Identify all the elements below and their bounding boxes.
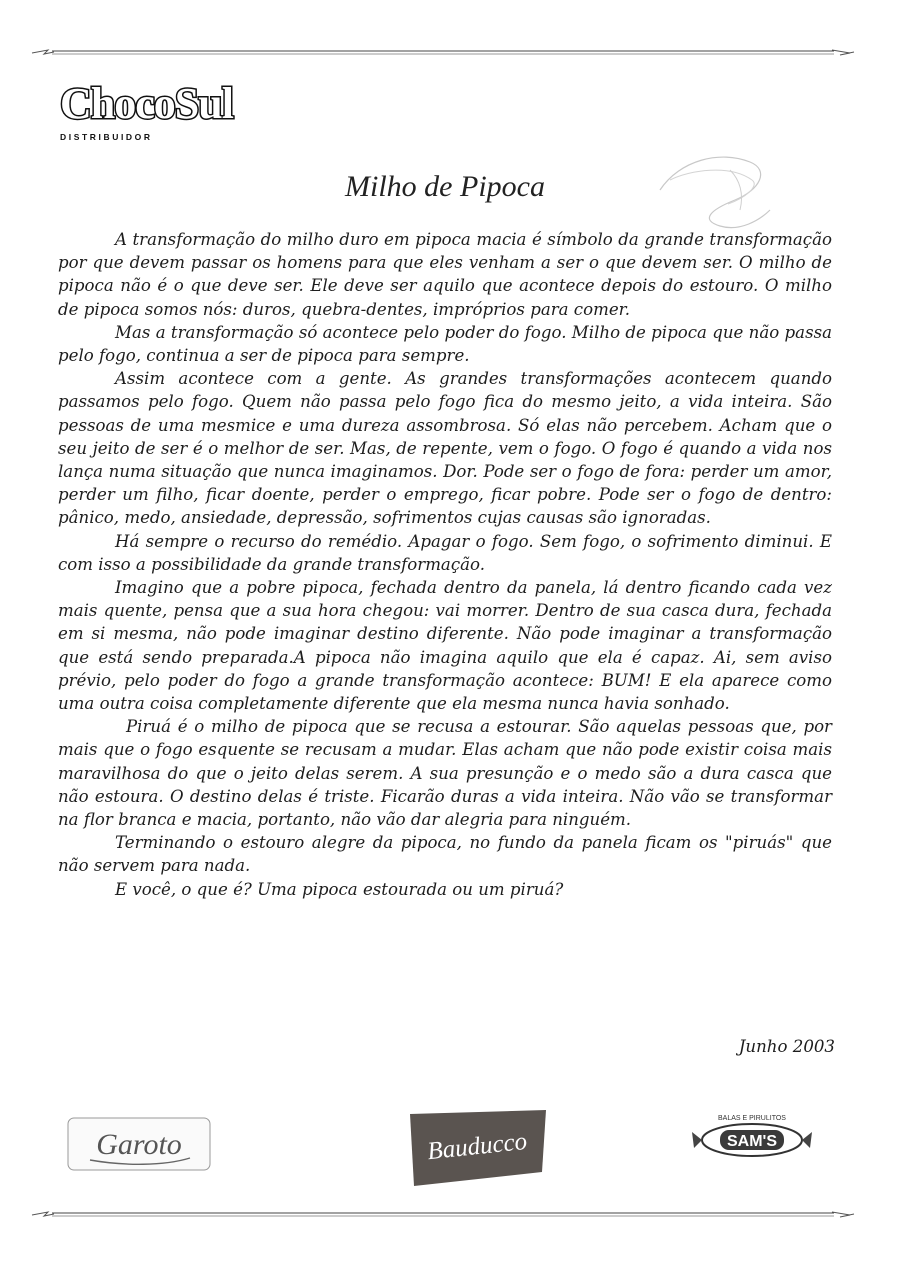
paragraph: Imagino que a pobre pipoca, fechada dentro da panela, lá dentro ficando cada vez mais quente, pensa que a sua hora chegou: vai morrer. Dentro de sua casca dura, fechada em si mesma, não pode imaginar destino diferente. Não pode imaginar a transformação que está sendo preparada.A pipoca não imagina aquilo que ela é capaz. Ai, sem aviso prévio, pelo poder do fogo a grande transformação acontece: BUM! E ela aparece como uma outra coisa completamente diferente que ela mesma nunca havia sonhado. [58,578,832,714]
article-body [58,228,832,901]
bottom-divider [28,1208,856,1220]
chocosul-logo [54,74,344,144]
sams-logo [690,1110,814,1160]
sams-tagline: BALAS E PIRULITOS [718,1115,786,1122]
bauducco-logo [406,1108,550,1188]
paragraph: Piruá é o milho de pipoca que se recusa a estourar. São aquelas pessoas que, por mais que o fogo esquente se recusam a mudar. Elas acham que não pode existir coisa mais maravilhosa do que o jeito delas serem. A sua presunção e o medo são a dura casca que não estoura. O destino delas é triste. Ficarão duras a vida inteira. Não vão se transformar na flor branca e macia, portanto, não vão dar alegria para ninguém. [58,717,832,830]
document-date: Junho 2003 [738,1037,835,1056]
paragraph: Há sempre o recurso do remédio. Apagar o fogo. Sem fogo, o sofrimento diminui. E com isso a possibilidade da grande transformação. [58,531,832,574]
bauducco-wordmark: Bauducco [426,1127,529,1166]
page-title: Milho de Pipoca [345,170,545,203]
paragraph: A transformação do milho duro em pipoca macia é símbolo da grande transformação por que devem passar os homens para que eles venham a ser o que devem ser. O milho de pipoca não é o que deve ser. Ele deve ser aquilo que acontece depois do estouro. O milho de pipoca somos nós: duros, quebra-dentes, impróprios para comer. [58,230,832,319]
logo-subtext: DISTRIBUIDOR [60,132,153,142]
paragraph: Assim acontece com a gente. As grandes transformações acontecem quando passamos pelo fogo. Quem não passa pelo fogo fica do mesmo jeito, a vida inteira. São pessoas de uma mesmice e uma dureza assombrosa. Só elas não percebem. Acham que o seu jeito de ser é o melhor de ser. Mas, de repente, vem o fogo. O fogo é quando a vida nos lança numa situação que nunca imaginamos. Dor. Pode ser o fogo de fora: perder um amor, perder um filho, ficar doente, perder o emprego, ficar pobre. Pode ser o fogo de dentro: pânico, medo, ansiedade, depressão, sofrimentos cujas causas são ignoradas. [58,369,832,528]
sams-wordmark: SAM'S [726,1133,778,1150]
logo-wordmark: ChocoSul [60,79,233,128]
paragraph: Mas a transformação só acontece pelo poder do fogo. Milho de pipoca que não passa pelo fogo, continua a ser de pipoca para sempre. [58,322,832,366]
garoto-logo [64,1114,214,1174]
paragraph: E você, o que é? Uma pipoca estourada ou um piruá? [115,879,564,899]
top-divider [28,46,856,58]
garoto-wordmark: Garoto [96,1128,182,1161]
paragraph: Terminando o estouro alegre da pipoca, no fundo da panela ficam os "piruás" que não servem para nada. [58,833,832,876]
